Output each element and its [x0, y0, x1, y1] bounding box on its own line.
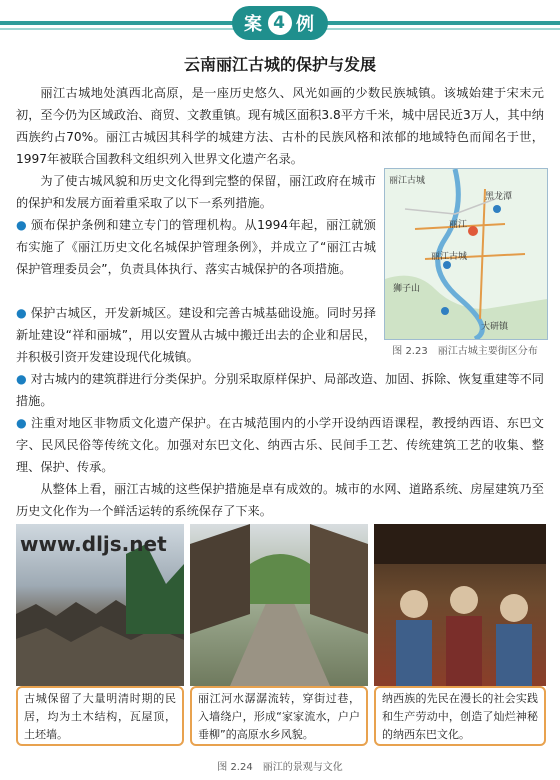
bullet-dot-icon: ●: [16, 306, 27, 320]
map-label: 黑龙潭: [485, 192, 513, 202]
map-caption: 图 2.23 丽江古城主要街区分布: [392, 346, 538, 357]
musicians-illustration: [374, 524, 546, 686]
bullet-item: [16, 368, 544, 412]
photo-caption: 古城保留了大量明清时期的民居，均为土木结构，瓦屋顶，土坯墙。: [16, 686, 184, 746]
paragraph-summary: 从整体上看，丽江古城的这些保护措施是卓有成效的。城市的水网、道路系统、房屋建筑乃至历史文化作为一个鲜活运转的系统保存了下来。: [16, 482, 544, 518]
bullet-text: 对古城内的建筑群进行分类保护。分别采取原样保护、局部改造、加固、拆除、恢复重建等不同措施。: [16, 372, 544, 408]
bullet-dot-icon: ●: [16, 218, 28, 232]
bullet-text: 保护古城区，开发新城区。建设和完善古城基础设施。同时另择新址建设“祥和丽城”，用以安置从古城中搬迁出去的企业和居民，并积极引资开发建设现代化城镇。: [16, 306, 376, 364]
paragraph-measures: 为了使古城风貌和历史文化得到完整的保留，丽江政府在城市的保护和发展方面着重采取了以下一系列措施。: [16, 174, 376, 210]
case-banner: [232, 6, 328, 40]
map-label: 丽江: [449, 220, 468, 230]
bullet-dot-icon: ●: [16, 372, 27, 386]
map-label: 丽江古城: [389, 176, 426, 186]
map-label: 丽江古城: [431, 252, 468, 262]
bullet-item: [16, 412, 544, 478]
banner-suffix: 例: [296, 14, 316, 35]
paragraph-intro: 丽江古城地处滇西北高原，是一座历史悠久、风光如画的少数民族城镇。该城始建于宋末元初，至今仍为区域政治、商贸、文教重镇。现有城区面积3.8平方千米，城中居民近3万人，其中纳西族约占70%。丽江古城因其科学的城建方法、古朴的民族风格和浓郁的地域特色而闻名于世，1997年被联合国教科文组织列入世界文化遗产名录。: [16, 86, 544, 166]
photo-naxi-music: [374, 524, 546, 686]
canal-illustration: [190, 524, 368, 686]
map-label: 大研镇: [481, 322, 509, 332]
article-title: 云南丽江古城的保护与发展: [183, 55, 376, 74]
bullet-text: 注重对地区非物质文化遗产保护。在古城范围内的小学开设纳西语课程，教授纳西语、东巴文字、民风民俗等传统文化。加强对东巴文化、纳西古乐、民间手工艺、传统建筑工艺的收集、整理、保护、传承。: [16, 416, 544, 474]
bullet-item: [16, 214, 376, 280]
photo-caption: 丽江河水潺潺流转，穿街过巷，入墙绕户，形成“家家流水，户户垂柳”的高原水乡风貌。: [190, 686, 368, 746]
map-label: 狮子山: [393, 284, 421, 294]
banner-prefix: 案: [244, 14, 264, 35]
old-town-map: [384, 168, 548, 340]
bullet-text: 颁布保护条例和建立专门的管理机构。从1994年起，丽江就颁布实施了《丽江历史文化名城保护管理条例》，并成立了“丽江古城保护管理委员会”，负责具体执行、落实古城保护的各项措施。: [16, 218, 376, 276]
photo-canal-street: [190, 524, 368, 686]
photo-caption: 纳西族的先民在漫长的社会实践和生产劳动中，创造了灿烂神秘的纳西东巴文化。: [374, 686, 546, 746]
banner-number: 4: [268, 11, 292, 35]
bullet-dot-icon: ●: [16, 416, 27, 430]
header-bar: [0, 0, 560, 44]
watermark-url: www.dljs.net: [20, 532, 167, 556]
bullet-item: [16, 302, 376, 368]
figure-caption: 图 2.24 丽江的景观与文化: [217, 762, 343, 773]
